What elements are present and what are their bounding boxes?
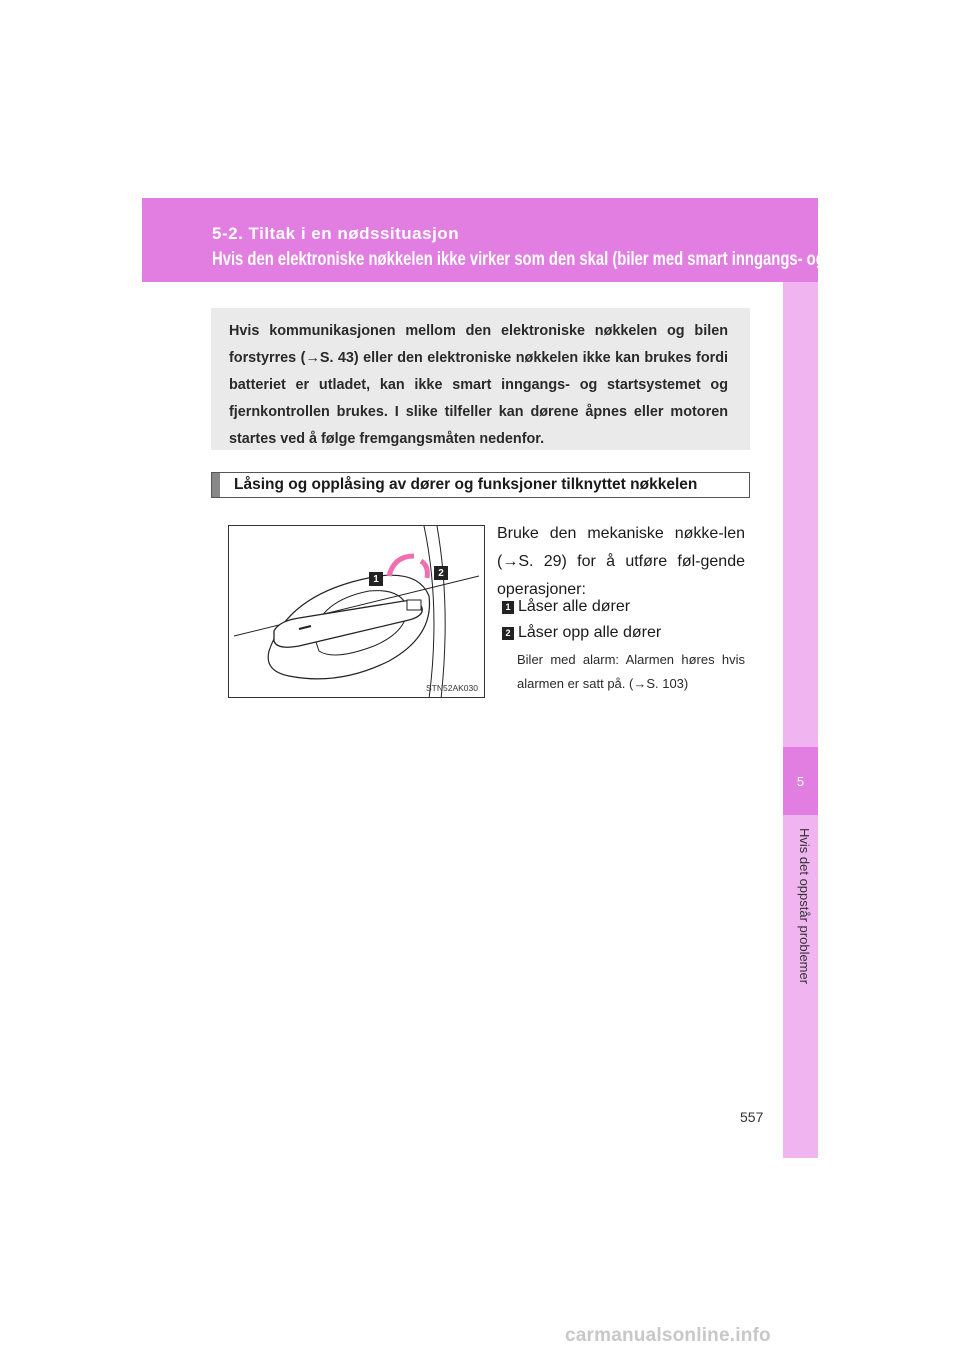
subheading-marker (212, 473, 220, 497)
chapter-tab-label: Hvis det oppstår problemer (797, 828, 812, 985)
step-text: Låser alle dører (518, 598, 631, 615)
door-handle-figure (228, 525, 485, 698)
chapter-tab-number: 5 (783, 747, 818, 815)
watermark: carmanualsonline.info (565, 1325, 771, 1346)
figure-badge-2: 2 (434, 566, 448, 580)
side-strip (783, 282, 818, 1158)
figure-code: STN52AK030 (426, 683, 478, 693)
step-number-badge: 1 (502, 601, 514, 614)
subheading (211, 472, 750, 498)
subheading-text: Låsing og opplåsing av dører og funksjoner tilknyttet nøkkelen (234, 476, 698, 493)
figure-badge-1: 1 (369, 572, 383, 586)
intro-box (211, 308, 750, 450)
door-handle-illustration (229, 526, 485, 698)
step-text: Låser opp alle dører (518, 624, 662, 641)
page-number: 557 (740, 1109, 764, 1125)
intro-text: Hvis kommunikasjonen mellom den elektroniske nøkkelen og bilen forstyrres (→S. 43) eller den elektroniske nøkkelen ikke kan brukes fordi batteriet er utladet, kan ikke smart inngangs- og startsystemet og fjernkontrollen brukes. I slike tilfeller kan dørene åpnes eller motoren startes ved å følge fremgangsmåten nedenfor. (229, 323, 728, 447)
body-text: Bruke den mekaniske nøkke-len (→S. 29) for å utføre føl-gende operasjoner: (497, 525, 745, 598)
section-label: 5-2. Tiltak i en nødssituasjon (212, 224, 460, 243)
step-2 (502, 624, 661, 642)
step-number-badge: 2 (502, 627, 514, 640)
step-1 (502, 598, 630, 616)
note-text: Biler med alarm: Alarmen høres hvis alarmen er satt på. (→S. 103) (517, 652, 745, 691)
page-title: Hvis den elektroniske nøkkelen ikke virker som den skal (biler med smart inngangs- og startsystem) (212, 249, 918, 270)
